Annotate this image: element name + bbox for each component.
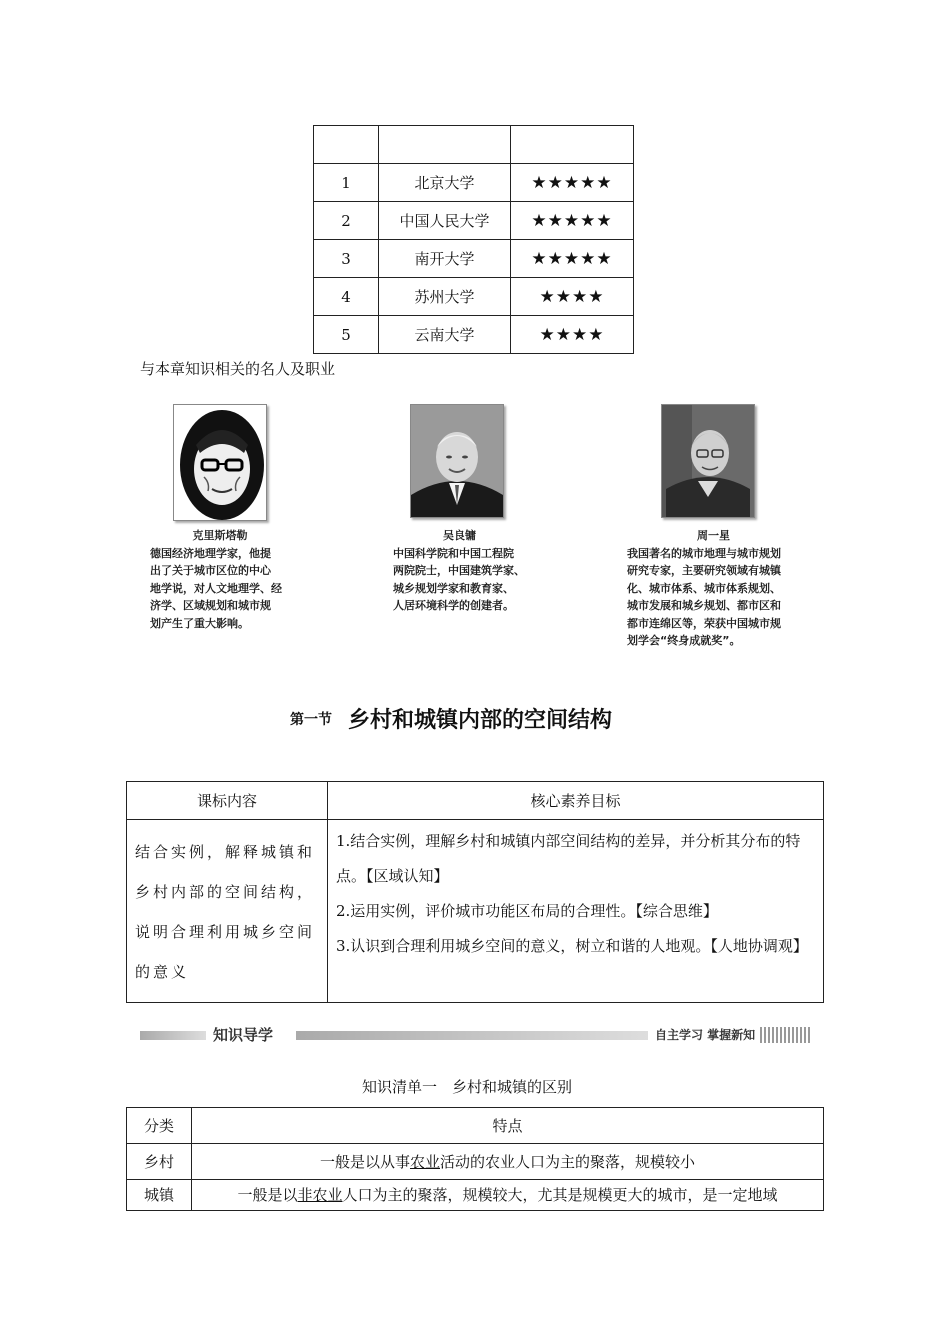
star-rating: ★★★★ <box>511 316 634 354</box>
bio-line: 我国著名的城市地理与城市规划 <box>627 546 781 560</box>
portrait-wu-liangyong-image <box>411 405 503 517</box>
rural-urban-table <box>126 1107 824 1211</box>
section-number: 第一节 <box>290 712 332 728</box>
header-cell <box>314 126 379 164</box>
portrait-christaller-image <box>174 405 266 520</box>
table-row <box>127 1144 824 1180</box>
header-feature: 特点 <box>192 1108 824 1144</box>
goal-item: 3.认识到合理利用城乡空间的意义，树立和谐的人地观。【人地协调观】 <box>336 937 808 955</box>
bio-line: 济学、区域规划和城市规 <box>150 599 271 612</box>
banner-hatch <box>760 1027 812 1043</box>
knowledge-guide-banner <box>140 1024 812 1046</box>
feature-urban <box>192 1180 824 1211</box>
bio-line: 研究专家，主要研究领域有城镇 <box>627 564 781 577</box>
bio-line: 划产生了重大影响。 <box>150 616 249 630</box>
people-caption: 与本章知识相关的名人及职业 <box>140 360 336 378</box>
text-segment: 一般是以从事 <box>319 1153 410 1171</box>
table-row <box>314 202 634 240</box>
university-name: 南开大学 <box>379 240 511 278</box>
table-row <box>127 820 824 1003</box>
header-competency: 核心素养目标 <box>328 782 824 820</box>
table-header-row <box>127 782 824 820</box>
person-name: 吴良镛 <box>443 529 476 542</box>
text-segment: 一般是以 <box>237 1186 298 1204</box>
feature-rural <box>192 1144 824 1180</box>
bio-zhou-yixing <box>627 527 807 650</box>
header-cell <box>379 126 511 164</box>
person-name: 克里斯塔勒 <box>192 529 248 542</box>
person-name: 周一星 <box>697 529 730 542</box>
rank-number: 2 <box>314 202 379 240</box>
bio-line: 中国科学院和中国工程院 <box>393 546 514 560</box>
table-header-row <box>127 1108 824 1144</box>
header-cell <box>511 126 634 164</box>
rank-number: 4 <box>314 278 379 316</box>
section-title: 乡村和城镇内部的空间结构 <box>348 708 613 733</box>
star-rating: ★★★★★ <box>511 202 634 240</box>
banner-bar-left <box>140 1031 206 1040</box>
rank-number: 3 <box>314 240 379 278</box>
table-row <box>314 316 634 354</box>
header-curriculum: 课标内容 <box>127 782 328 820</box>
bio-line: 都市连绵区等，荣获中国城市规 <box>627 616 781 630</box>
star-rating: ★★★★ <box>511 278 634 316</box>
university-name: 北京大学 <box>379 164 511 202</box>
underlined-term: 非农业 <box>297 1186 343 1204</box>
portrait-zhou-yixing <box>661 404 755 518</box>
section-heading <box>290 703 612 734</box>
rank-number: 5 <box>314 316 379 354</box>
table-row <box>314 240 634 278</box>
bio-line: 化、城市体系、城市体系规划、 <box>627 581 781 595</box>
category-urban: 城镇 <box>127 1180 192 1211</box>
bio-wu-liangyong <box>393 527 553 615</box>
rank-number: 1 <box>314 164 379 202</box>
bio-line: 两院院士，中国建筑学家、 <box>393 564 525 577</box>
text-segment: 活动的农业人口为主的聚落，规模较小 <box>440 1153 696 1171</box>
curriculum-content: 结合实例，解释城镇和乡村内部的空间结构，说明合理利用城乡空间的意义 <box>127 820 328 1003</box>
star-rating: ★★★★★ <box>511 164 634 202</box>
university-name: 云南大学 <box>379 316 511 354</box>
list-title: 知识清单一 乡村和城镇的区别 <box>362 1078 573 1096</box>
text-segment: 人口为主的聚落，规模较大，尤其是规模更大的城市，是一定地域 <box>342 1186 778 1204</box>
bio-line: 德国经济地理学家，他提 <box>150 546 271 560</box>
portrait-christaller <box>173 404 267 521</box>
portrait-wu-liangyong <box>410 404 504 518</box>
competency-goals <box>328 820 824 1003</box>
banner-bar-right <box>296 1031 648 1040</box>
bio-christaller <box>150 527 290 632</box>
table-row <box>314 278 634 316</box>
header-category: 分类 <box>127 1108 192 1144</box>
university-name: 苏州大学 <box>379 278 511 316</box>
goal-item: 2.运用实例，评价城市功能区布局的合理性。【综合思维】 <box>336 902 718 920</box>
underlined-term: 农业 <box>409 1153 440 1171</box>
curriculum-table <box>126 781 824 1003</box>
university-ranking-table <box>313 125 634 354</box>
table-row <box>127 1180 824 1211</box>
bio-line: 出了关于城市区位的中心 <box>150 564 271 577</box>
bio-line: 地学说，对人文地理学、经 <box>150 581 282 595</box>
bio-line: 划学会“终身成就奖”。 <box>627 634 741 647</box>
table-header-row <box>314 126 634 164</box>
goal-item: 1.结合实例，理解乡村和城镇内部空间结构的差异，并分析其分布的特点。【区域认知】 <box>336 832 801 885</box>
portrait-zhou-yixing-image <box>662 405 754 517</box>
banner-title: 知识导学 <box>213 1026 274 1044</box>
table-row <box>314 164 634 202</box>
banner-subtitle: 自主学习 掌握新知 <box>655 1028 756 1042</box>
bio-line: 城乡规划学家和教育家、 <box>393 581 514 595</box>
star-rating: ★★★★★ <box>511 240 634 278</box>
category-rural: 乡村 <box>127 1144 192 1180</box>
bio-line: 人居环境科学的创建者。 <box>393 599 514 612</box>
bio-line: 城市发展和城乡规划、都市区和 <box>627 599 781 612</box>
university-name: 中国人民大学 <box>379 202 511 240</box>
